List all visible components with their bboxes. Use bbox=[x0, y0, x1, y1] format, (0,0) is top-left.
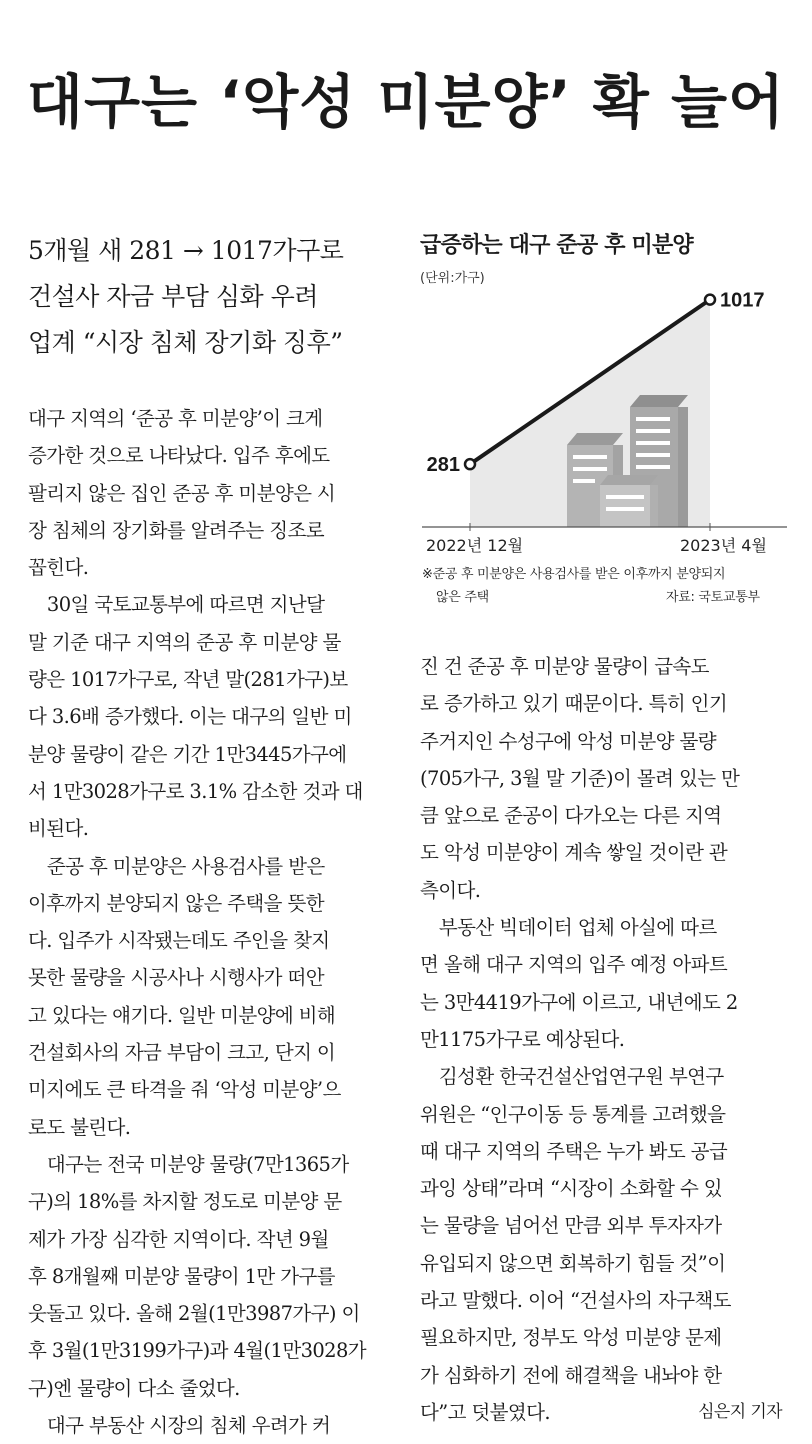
article-line: 로도 불린다. bbox=[28, 1115, 131, 1139]
headline: 대구는 ‘악성 미분양’ 확 늘어 bbox=[26, 68, 786, 136]
article-line: 서 1만3028가구로 3.1% 감소한 것과 대 bbox=[28, 779, 363, 803]
article-line: 웃돌고 있다. 올해 2월(1만3987가구) 이 bbox=[28, 1302, 360, 1326]
data-label: 1017 bbox=[720, 289, 765, 312]
article-line: 진 건 준공 후 미분양 물량이 급속도 bbox=[420, 655, 709, 678]
article-line: 주거지인 수성구에 악성 미분양 물량 bbox=[420, 729, 716, 753]
article-line: 큼 앞으로 준공이 다가오는 다른 지역 bbox=[420, 804, 722, 828]
article-line: 측이다. bbox=[420, 878, 481, 902]
x-tick-label: 2022년 12월 bbox=[426, 536, 524, 555]
chart-unit: (단위:가구) bbox=[420, 271, 485, 286]
article-line: 분양 물량이 같은 기간 1만3445가구에 bbox=[28, 742, 347, 766]
article-line: 과잉 상태”라며 “시장이 소화할 수 있 bbox=[420, 1177, 723, 1201]
article-line: 로 증가하고 있기 때문이다. 특히 인기 bbox=[420, 692, 728, 716]
article-line: 다 3.6배 증가했다. 이는 대구의 일반 미 bbox=[28, 705, 352, 729]
article-line: 못한 물량을 시공사나 시행사가 떠안 bbox=[28, 966, 324, 990]
article-line: 유입되지 않으면 회복하기 힘들 것”이 bbox=[420, 1251, 726, 1275]
article-line: 때 대구 지역의 주택은 누가 봐도 공급 bbox=[420, 1139, 728, 1163]
article-line: 대구 지역의 ‘준공 후 미분양’이 크게 bbox=[28, 407, 323, 430]
article-line: 필요하지만, 정부도 악성 미분양 문제 bbox=[420, 1326, 722, 1350]
article-line: 다”고 덧붙였다. bbox=[420, 1400, 550, 1424]
article-body-right-column bbox=[420, 648, 782, 1431]
article-line: 만1175가구로 예상된다. bbox=[420, 1027, 625, 1051]
article-line: 비된다. bbox=[28, 817, 89, 841]
article-line: 도 악성 미분양이 계속 쌓일 것이란 관 bbox=[420, 841, 728, 865]
x-tick-label: 2023년 4월 bbox=[680, 536, 767, 555]
article-line: 부동산 빅데이터 업체 아실에 따르 bbox=[420, 916, 717, 940]
article-line: 대구 부동산 시장의 침체 우려가 커 bbox=[28, 1414, 331, 1438]
article-line: 팔리지 않은 집인 준공 후 미분양은 시 bbox=[28, 481, 336, 505]
article-line: 꼽힌다. bbox=[28, 556, 89, 580]
article-line: 미지에도 큰 타격을 줘 ‘악성 미분양’으 bbox=[28, 1078, 341, 1102]
article-line: 제가 가장 심각한 지역이다. 작년 9월 bbox=[28, 1227, 329, 1251]
article-line: 구)엔 물량이 다소 줄었다. bbox=[28, 1376, 240, 1400]
article-line: 김성환 한국건설산업연구원 부연구 bbox=[420, 1065, 724, 1089]
article-line: 위원은 “인구이동 등 통계를 고려했을 bbox=[420, 1102, 726, 1126]
article-line: 는 3만4419가구에 이르고, 내년에도 2 bbox=[420, 990, 738, 1014]
article-line: 30일 국토교통부에 따르면 지난달 bbox=[28, 593, 325, 617]
subheadlines bbox=[28, 228, 398, 366]
subheadline-3: 업계 “시장 침체 장기화 징후” bbox=[28, 328, 343, 357]
chart-footnote-line-1: ※준공 후 미분양은 사용검사를 받은 이후까지 분양되지 bbox=[422, 567, 726, 582]
article-line: 가 심화하기 전에 해결책을 내놔야 한 bbox=[420, 1363, 722, 1387]
article-body-left-column bbox=[28, 400, 390, 1444]
data-label: 281 bbox=[426, 454, 460, 477]
article-line: 이후까지 분양되지 않은 주택을 뜻한 bbox=[28, 891, 324, 915]
article-line: 구)의 18%를 차지할 정도로 미분양 문 bbox=[28, 1190, 342, 1214]
article-line: 준공 후 미분양은 사용검사를 받은 bbox=[28, 854, 325, 878]
article-line: (705가구, 3월 말 기준)이 몰려 있는 만 bbox=[420, 766, 740, 790]
line-chart bbox=[412, 275, 797, 565]
chart-title: 급증하는 대구 준공 후 미분양 bbox=[420, 233, 693, 258]
data-point bbox=[705, 295, 715, 305]
article-line: 고 있다는 얘기다. 일반 미분양에 비해 bbox=[28, 1003, 336, 1027]
article-line: 대구는 전국 미분양 물량(7만1365가 bbox=[28, 1152, 349, 1176]
article-line: 는 물량을 넘어선 만큼 외부 투자자가 bbox=[420, 1214, 722, 1238]
data-point bbox=[465, 459, 475, 469]
x-tick-labels bbox=[426, 536, 767, 555]
subheadline-2: 건설사 자금 부담 심화 우려 bbox=[28, 282, 318, 311]
article-line: 후 3월(1만3199가구)과 4월(1만3028가 bbox=[28, 1339, 367, 1363]
article-line: 말 기준 대구 지역의 준공 후 미분양 물 bbox=[28, 630, 341, 654]
byline: 심은지 기자 bbox=[698, 1402, 782, 1422]
article-line: 면 올해 대구 지역의 입주 예정 아파트 bbox=[420, 953, 728, 977]
article-line: 건설회사의 자금 부담이 크고, 단지 이 bbox=[28, 1041, 336, 1065]
chart-source: 자료: 국토교통부 bbox=[666, 590, 760, 605]
article-line: 장 침체의 장기화를 알려주는 징조로 bbox=[28, 518, 324, 542]
article-line: 라고 말했다. 이어 “건설사의 자구책도 bbox=[420, 1289, 731, 1313]
chart-footnote-line-2: 않은 주택 bbox=[436, 590, 489, 605]
article-line: 다. 입주가 시작됐는데도 주인을 찾지 bbox=[28, 929, 330, 953]
article-line: 후 8개월째 미분양 물량이 1만 가구를 bbox=[28, 1264, 335, 1288]
article-line: 량은 1017가구로, 작년 말(281가구)보 bbox=[28, 668, 348, 692]
subheadline-1: 5개월 새 281 → 1017가구로 bbox=[28, 236, 344, 265]
article-line: 증가한 것으로 나타났다. 입주 후에도 bbox=[28, 444, 330, 468]
